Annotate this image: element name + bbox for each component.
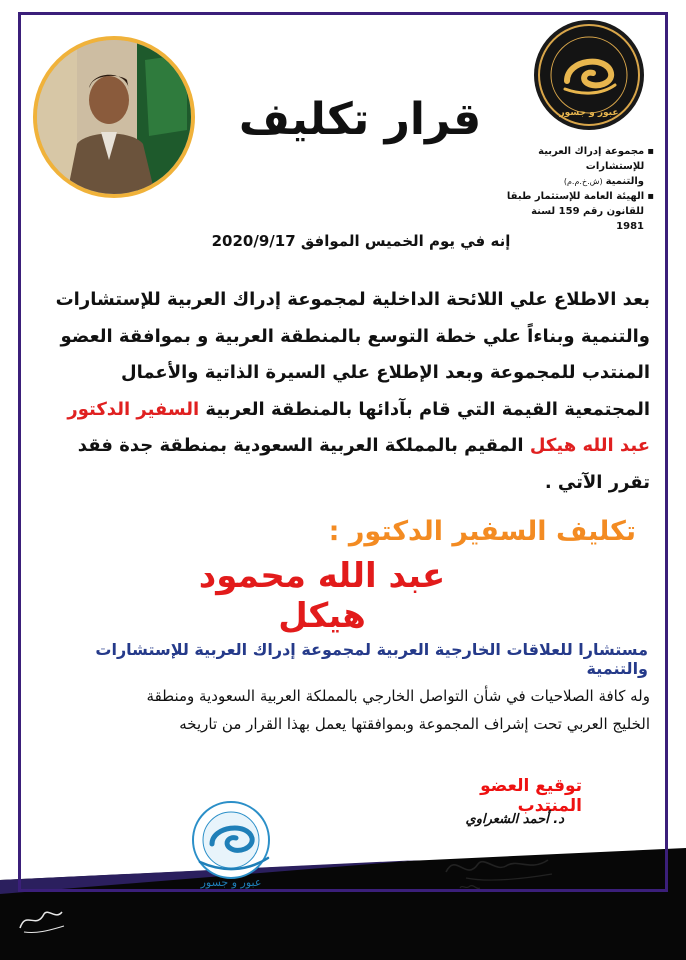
org-authority-line: الهيئة العامة للإستثمار طبقا: [506, 191, 645, 202]
page-title: قرار تكليف: [238, 94, 482, 145]
org-name-line: مجموعة إدراك العربية للإستشارات: [538, 146, 645, 172]
decision-body: [46, 282, 650, 501]
portrait-photo: [33, 36, 195, 198]
body-line: والتنمية وبناءاً علي خطة التوسع بالمنطقة العربية و بموافقة العضو: [60, 325, 650, 347]
org-law-line: للقانون رقم 159 لسنة 1981: [531, 206, 644, 232]
body-line: بعد الاطلاع علي اللائحة الداخلية لمجموعة إدراك العربية للإستشارات: [55, 289, 650, 310]
corner-signature-mark: [14, 900, 68, 940]
assigned-person-name: عبد الله محمود هيكل: [198, 556, 446, 636]
bullet-icon: ▪: [647, 146, 654, 157]
organization-logo: [534, 20, 644, 130]
assigned-role: مستشارا للعلاقات الخارجية العربية لمجموعة إدراك العربية للإستشارات والتنمية: [95, 640, 648, 678]
powers-text: [66, 682, 650, 738]
bottom-logo-icon: [176, 796, 286, 892]
org-type-note: (ش.خ.م.م): [563, 177, 603, 186]
body-line-part: المجتمعية القيمة التي قام بآدائها بالمنطقة العربية: [205, 398, 650, 420]
assignment-label: تكليف السفير الدكتور :: [328, 516, 636, 547]
handwritten-signature: [426, 842, 566, 902]
ambassador-title: السفير الدكتور: [67, 398, 200, 420]
powers-line: الخليج العربي تحت إشراف المجموعة وبموافقتها يعمل بهذا القرار من تاريخه: [179, 715, 650, 733]
bottom-logo-caption: عبور و جسور: [200, 876, 262, 889]
bullet-icon: ▪: [647, 191, 654, 202]
powers-line: وله كافة الصلاحيات في شأن التواصل الخارجي بالمملكة العربية السعودية ومنطقة: [146, 687, 650, 705]
date-line: إنه في يوم الخميس الموافق 2020/9/17: [211, 232, 511, 250]
org-name-line-2: والتنمية: [605, 176, 644, 187]
body-line: المنتدب للمجموعة وبعد الإطلاع علي السيرة الذاتية والأعمال: [120, 362, 650, 383]
signatory-name: د. أحمد الشعراوي: [465, 812, 564, 827]
person-short-name: عبد الله هيكل: [529, 435, 650, 456]
body-line: تقرر الآتي .: [544, 471, 650, 493]
person-portrait-icon: [37, 40, 191, 194]
body-line-part: المقيم بالمملكة العربية السعودية بمنطقة جدة فقد: [77, 435, 524, 456]
organization-info: [504, 144, 654, 234]
logo-caption: عبور و جسور: [559, 108, 619, 118]
body-line: [46, 428, 650, 465]
body-line: [46, 392, 650, 429]
signature-title: توقيع العضو المنتدب: [480, 776, 582, 816]
